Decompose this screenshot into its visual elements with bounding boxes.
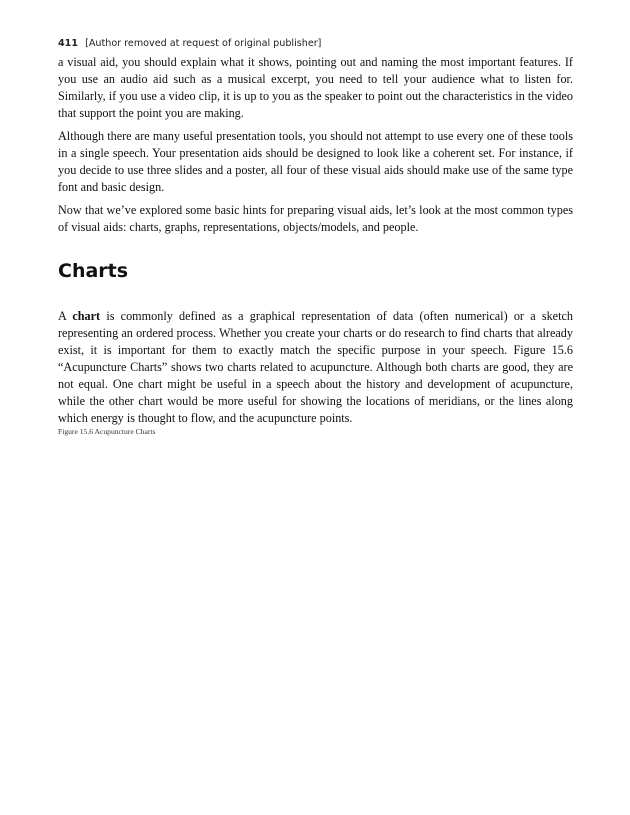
figure-caption: Figure 15.6 Acupuncture Charts bbox=[58, 427, 156, 436]
paragraph-visual-aid-explanation: a visual aid, you should explain what it shows, pointing out and naming the most important features. If you use an audio aid such as a musical excerpt, you need to tell your audience what to listen for. Similarly, if you use a video clip, it is up to you as the speaker to point out the characteristics in the video that support the point you are making. bbox=[58, 55, 573, 120]
paragraph-chart-definition bbox=[58, 308, 573, 427]
chart-definition-body: is commonly defined as a graphical representation of data (often numerical) or a sketch representing an ordered process. Whether you create your charts or do research to find charts that already exist, it is important for them to exactly match the specific purpose in your speech. Figure 15.6 “Acupuncture Charts” shows two charts related to acupuncture. Although both charts are good, they are not equal. One chart might be useful in a speech about the history and development of acupuncture, while the other chart would be more useful for showing the locations of meridians, or the lines along which energy is thought to flow, and the acupuncture points. bbox=[58, 309, 573, 425]
running-title: [Author removed at request of original publisher] bbox=[85, 38, 322, 49]
chart-term: chart bbox=[72, 309, 101, 323]
paragraph-common-types: Now that we’ve explored some basic hints for preparing visual aids, let’s look at the most common types of visual aids: charts, graphs, representations, objects/models, and people. bbox=[58, 203, 573, 234]
running-header bbox=[58, 38, 321, 49]
chart-definition-lead: A bbox=[58, 309, 73, 323]
section-heading-charts: Charts bbox=[58, 260, 129, 282]
paragraph-coherent-set: Although there are many useful presentation tools, you should not attempt to use every one of these tools in a single speech. Your presentation aids should be designed to look like a coherent set. For instance, if you decide to use three slides and a poster, all four of these visual aids should make use of the same type font and basic design. bbox=[58, 129, 573, 194]
page-number: 411 bbox=[58, 38, 79, 49]
